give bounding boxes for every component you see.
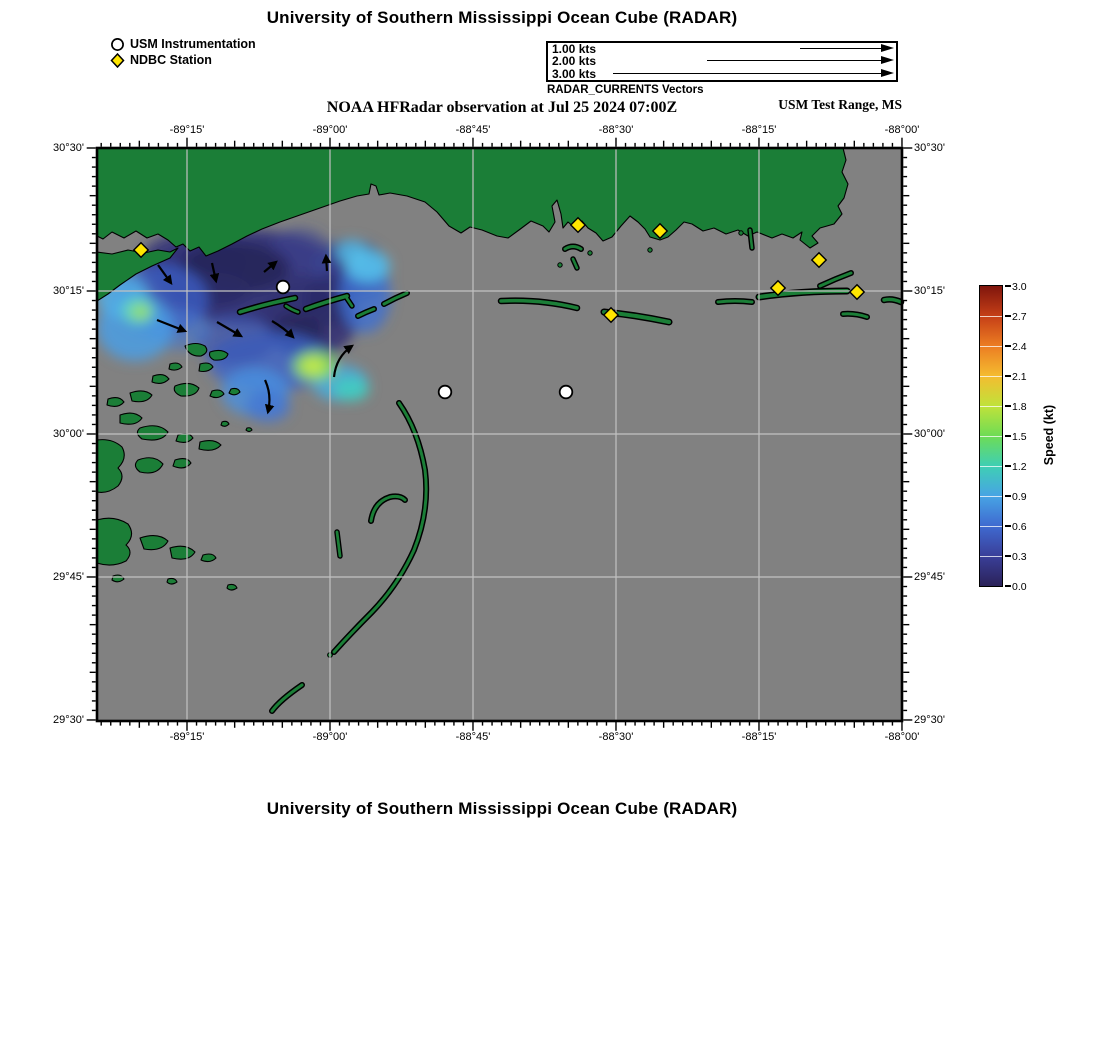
- colorbar-gridline: [980, 526, 1002, 527]
- colorbar-tick: [1005, 345, 1011, 347]
- legend-usm-label: USM Instrumentation: [130, 37, 256, 51]
- usm-instrument-marker: [277, 281, 290, 294]
- colorbar-tick: [1005, 495, 1011, 497]
- colorbar-tick-label: 1.2: [1012, 460, 1027, 473]
- lon-tick-label-bottom: -89°15': [169, 731, 205, 743]
- lon-tick-label-top: -89°00': [312, 124, 348, 136]
- page-title: University of Southern Mississippi Ocean Cube (RADAR): [266, 8, 738, 27]
- lat-tick-label-left: 29°45': [53, 571, 84, 583]
- colorbar-tick: [1005, 285, 1011, 287]
- colorbar-tick: [1005, 435, 1011, 437]
- colorbar-tick-label: 0.0: [1012, 580, 1027, 593]
- colorbar-tick: [1005, 405, 1011, 407]
- lon-tick-label-bottom: -88°45': [455, 731, 491, 743]
- bottom-title: University of Southern Mississippi Ocean Cube (RADAR): [266, 799, 738, 818]
- lon-tick-label-top: -88°15': [741, 124, 777, 136]
- colorbar-gridline: [980, 556, 1002, 557]
- lat-tick-label-right: 30°00': [914, 428, 945, 440]
- colorbar-gridline: [980, 346, 1002, 347]
- vector-scale-label: 3.00 kts: [552, 66, 597, 81]
- lon-tick-label-bottom: -88°00': [884, 731, 920, 743]
- usm-instrument-marker: [439, 386, 452, 399]
- vector-scale-label: 2.00 kts: [552, 54, 597, 69]
- colorbar-gridline: [980, 496, 1002, 497]
- lon-tick-label-top: -88°00': [884, 124, 920, 136]
- colorbar-tick-label: 1.5: [1012, 430, 1027, 443]
- lon-tick-label-bottom: -88°30': [598, 731, 634, 743]
- colorbar-tick: [1005, 585, 1011, 587]
- colorbar-tick-label: 0.9: [1012, 490, 1027, 503]
- colorbar-tick-label: 3.0: [1012, 280, 1027, 293]
- speed-colorbar: [979, 285, 1003, 587]
- colorbar-gridline: [980, 436, 1002, 437]
- current-vector-arrow: [326, 256, 327, 271]
- colorbar-gridline: [980, 406, 1002, 407]
- colorbar-tick-label: 2.1: [1012, 370, 1027, 383]
- colorbar-tick: [1005, 315, 1011, 317]
- lon-tick-label-bottom: -88°15': [741, 731, 777, 743]
- vector-scale-caption: RADAR_CURRENTS Vectors: [547, 84, 704, 96]
- lat-tick-label-right: 29°45': [914, 571, 945, 583]
- colorbar-tick: [1005, 525, 1011, 527]
- lat-tick-label-right: 30°30': [914, 142, 945, 154]
- colorbar-tick-label: 1.8: [1012, 400, 1027, 413]
- region-label: USM Test Range, MS: [778, 97, 902, 112]
- colorbar-gridline: [980, 466, 1002, 467]
- lon-tick-label-top: -89°15': [169, 124, 205, 136]
- lon-tick-label-bottom: -89°00': [312, 731, 348, 743]
- colorbar-tick-label: 2.7: [1012, 310, 1027, 323]
- lat-tick-label-left: 30°00': [53, 428, 84, 440]
- lon-tick-label-top: -88°45': [455, 124, 491, 136]
- observation-subtitle: NOAA HFRadar observation at Jul 25 2024 07:00Z: [326, 99, 678, 116]
- vector-scale-label: 1.00 kts: [552, 42, 597, 56]
- colorbar-title: Speed (kt): [1042, 404, 1056, 466]
- colorbar-tick-label: 0.3: [1012, 550, 1027, 563]
- colorbar-gridline: [980, 376, 1002, 377]
- colorbar-tick-label: 0.6: [1012, 520, 1027, 533]
- lat-tick-label-left: 30°30': [53, 142, 84, 154]
- colorbar-tick: [1005, 375, 1011, 377]
- colorbar-tick: [1005, 465, 1011, 467]
- legend-ndbc-label: NDBC Station: [130, 53, 212, 67]
- lat-tick-label-left: 30°15': [53, 285, 84, 297]
- lon-tick-label-top: -88°30': [598, 124, 634, 136]
- colorbar-tick-label: 2.4: [1012, 340, 1027, 353]
- usm-instrument-marker: [560, 386, 573, 399]
- colorbar-gridline: [980, 316, 1002, 317]
- lat-tick-label-left: 29°30': [53, 714, 84, 726]
- colorbar-tick: [1005, 555, 1011, 557]
- lat-tick-label-right: 30°15': [914, 285, 945, 297]
- lat-tick-label-right: 29°30': [914, 714, 945, 726]
